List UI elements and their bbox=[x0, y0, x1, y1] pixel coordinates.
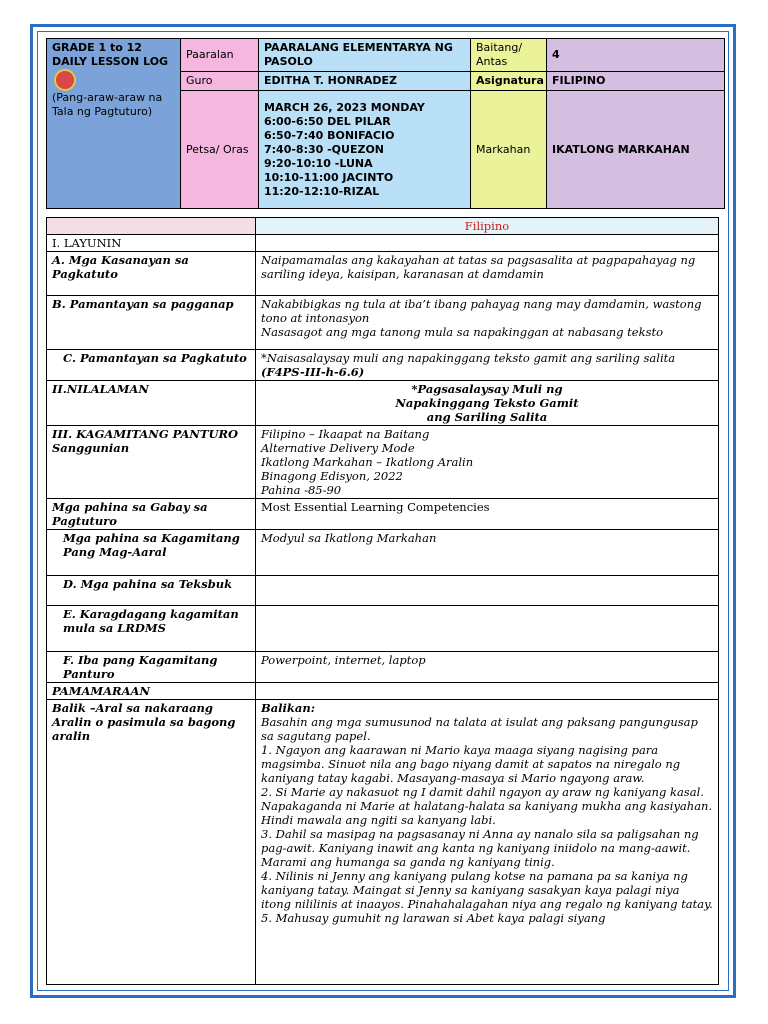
iba-label: F. Iba pang Kagamitang Panturo bbox=[47, 652, 256, 683]
petsa-value: MARCH 26, 2023 MONDAY 6:00-6:50 DEL PILAR 6:50-7:40 BONIFACIO 7:40-8:30 -QUEZON 9:20-10:10 -LUNA 10:10-11:00 JACINTO 11:20-12:10-RIZAL bbox=[259, 91, 471, 209]
kasanayan-label: A. Mga Kasanayan sa Pagkatuto bbox=[47, 252, 256, 296]
pamantayan-pagganap-label: B. Pamantayan sa pagganap bbox=[47, 296, 256, 350]
balikan-heading: Balikan: bbox=[261, 701, 315, 715]
balikan-text: Basahin ang mga sumusunod na talata at isulat ang paksang pangungusap sa sagutang papel. 1. Ngayon ang kaarawan ni Mario kaya maaga siyang nagising para magsimba. Sinuot nila ang bago niyang damit at sapatos na niregalo ng kaniyang tatay kagabi. Masayang-masaya si Mario ngayong araw. 2. Si Marie ay nakasuot ng I damit dahil ngayon ay araw ng kaniyang kasal. Napakaganda ni Marie at halatang-halata sa kaniyang mukha ang kasiyahan. Hindi mawala ang ngiti sa kanyang labi. 3. Dahil sa masipag na pagsasanay ni Anna ay nanalo sila sa paligsahan ng pag-awit. Kaniyang inawit ang kanta ng kaniyang iniidolo na mang-aawit. Marami ang humanga sa ganda ng kaniyang tinig. 4. Nilinis ni Jenny ang kaniyang pulang kotse na pamana pa sa kaniya ng kaniyang tatay. Maingat si Jenny sa kaniyang sasakyan kaya palagi niya itong nililinis at inaayos. Pinahahalagahan niya ang regalo ng kaniyang tatay. 5. Mahusay gumuhit ng larawan si Abet kaya palagi siyang bbox=[261, 715, 713, 925]
competency-code: (F4PS-III-h-6.6) bbox=[261, 365, 365, 379]
pamantayan-pagkatuto-label: C. Pamantayan sa Pagkatuto bbox=[47, 350, 256, 381]
baitang-label: Baitang/ Antas bbox=[471, 39, 547, 72]
gabay-value: Most Essential Learning Competencies bbox=[256, 499, 719, 530]
kasanayan-value: Naipamamalas ang kakayahan at tatas sa pagsasalita at pagpapahayag ng sariling ideya, kaisipan, karanasan at damdamin bbox=[256, 252, 719, 296]
nilalaman-value: *Pagsasalaysay Muli ng Napakinggang Teksto Gamit ang Sariling Salita bbox=[256, 381, 719, 426]
grade-title: GRADE 1 to 12 DAILY LESSON LOG bbox=[52, 41, 169, 68]
pamantayan-pagganap-value: Nakabibigkas ng tula at iba’t ibang pahayag nang may damdamin, wastong tono at intonasyon Nasasagot ang mga tanong mula sa napakinggan at nabasang teksto bbox=[256, 296, 719, 350]
header-table bbox=[46, 38, 725, 209]
iba-value: Powerpoint, internet, laptop bbox=[256, 652, 719, 683]
petsa-label: Petsa/ Oras bbox=[181, 91, 259, 209]
asignatura-value: FILIPINO bbox=[547, 72, 725, 91]
layunin-label: I. LAYUNIN bbox=[47, 235, 256, 252]
gabay-label: Mga pahina sa Gabay sa Pagtuturo bbox=[47, 499, 256, 530]
deped-seal-icon bbox=[54, 69, 76, 91]
paaralan-value: PAARALANG ELEMENTARYA NG PASOLO bbox=[259, 39, 471, 72]
paaralan-label: Paaralan bbox=[181, 39, 259, 72]
kagamitan-value: Filipino – Ikaapat na Baitang Alternative Delivery Mode Ikatlong Markahan – Ikatlong Aralin Binagong Edisyon, 2022 Pahina -85-90 bbox=[256, 426, 719, 499]
baitang-value: 4 bbox=[547, 39, 725, 72]
markahan-value: IKATLONG MARKAHAN bbox=[547, 91, 725, 209]
balik-aral-cell bbox=[256, 700, 719, 985]
layunin-blank bbox=[256, 235, 719, 252]
lesson-table bbox=[46, 217, 719, 985]
guro-label: Guro bbox=[181, 72, 259, 91]
subject-heading-blank bbox=[47, 218, 256, 235]
subject-heading: Filipino bbox=[256, 218, 719, 235]
grade-subtitle: (Pang-araw-araw na Tala ng Pagtuturo) bbox=[52, 91, 163, 118]
nilalaman-label: II.NILALAMAN bbox=[47, 381, 256, 426]
teksbuk-label: D. Mga pahina sa Teksbuk bbox=[47, 576, 256, 606]
pamantayan-pagkatuto-cell bbox=[256, 350, 719, 381]
pamantayan-pagkatuto-value: *Naisasalaysay muli ang napakinggang teksto gamit ang sariling salita bbox=[261, 351, 676, 365]
magaaral-value: Modyul sa Ikatlong Markahan bbox=[256, 530, 719, 576]
grade-title-cell bbox=[47, 39, 181, 209]
asignatura-label: Asignatura bbox=[471, 72, 547, 91]
kagamitan-label: III. KAGAMITANG PANTURO Sanggunian bbox=[47, 426, 256, 499]
balik-aral-label: Balik –Aral sa nakaraang Aralin o pasimula sa bagong aralin bbox=[47, 700, 256, 985]
lrdms-value bbox=[256, 606, 719, 652]
lrdms-label: E. Karagdagang kagamitan mula sa LRDMS bbox=[47, 606, 256, 652]
pamamaraan-label: PAMAMARAAN bbox=[47, 683, 256, 700]
magaaral-label: Mga pahina sa Kagamitang Pang Mag-Aaral bbox=[47, 530, 256, 576]
pamamaraan-blank bbox=[256, 683, 719, 700]
markahan-label: Markahan bbox=[471, 91, 547, 209]
guro-value: EDITHA T. HONRADEZ bbox=[259, 72, 471, 91]
teksbuk-value bbox=[256, 576, 719, 606]
